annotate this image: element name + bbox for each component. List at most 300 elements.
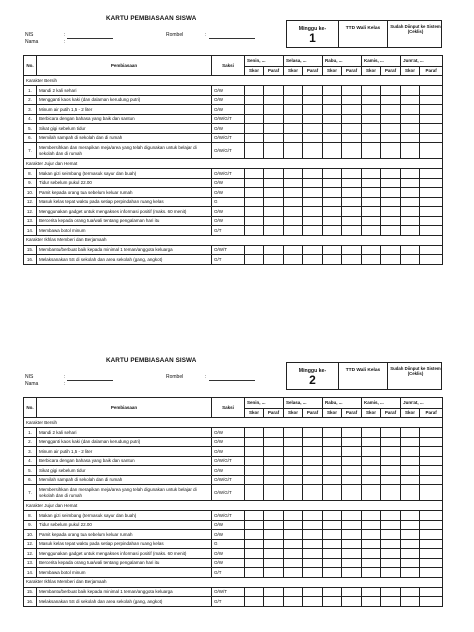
paraf-cell[interactable] bbox=[342, 447, 362, 457]
score-cell[interactable] bbox=[401, 95, 420, 105]
score-cell[interactable] bbox=[323, 255, 342, 265]
paraf-cell[interactable] bbox=[342, 178, 362, 188]
paraf-cell[interactable] bbox=[420, 124, 443, 134]
score-cell[interactable] bbox=[284, 124, 303, 134]
paraf-cell[interactable] bbox=[303, 597, 323, 607]
paraf-cell[interactable] bbox=[264, 245, 284, 255]
score-cell[interactable] bbox=[362, 105, 381, 115]
paraf-cell[interactable] bbox=[303, 568, 323, 578]
score-cell[interactable] bbox=[245, 475, 264, 485]
score-cell[interactable] bbox=[245, 437, 264, 447]
score-cell[interactable] bbox=[362, 587, 381, 597]
paraf-cell[interactable] bbox=[420, 216, 443, 226]
paraf-cell[interactable] bbox=[303, 207, 323, 217]
score-cell[interactable] bbox=[284, 86, 303, 96]
score-cell[interactable] bbox=[401, 447, 420, 457]
score-cell[interactable] bbox=[245, 530, 264, 540]
paraf-cell[interactable] bbox=[381, 95, 401, 105]
paraf-cell[interactable] bbox=[381, 105, 401, 115]
paraf-cell[interactable] bbox=[381, 114, 401, 124]
score-cell[interactable] bbox=[401, 437, 420, 447]
paraf-cell[interactable] bbox=[381, 188, 401, 198]
paraf-cell[interactable] bbox=[420, 485, 443, 501]
score-cell[interactable] bbox=[323, 197, 342, 207]
paraf-cell[interactable] bbox=[420, 226, 443, 236]
paraf-cell[interactable] bbox=[381, 124, 401, 134]
paraf-cell[interactable] bbox=[420, 197, 443, 207]
score-cell[interactable] bbox=[401, 124, 420, 134]
score-cell[interactable] bbox=[284, 197, 303, 207]
score-cell[interactable] bbox=[362, 178, 381, 188]
paraf-cell[interactable] bbox=[303, 255, 323, 265]
paraf-cell[interactable] bbox=[420, 178, 443, 188]
paraf-cell[interactable] bbox=[264, 133, 284, 143]
ttd-cell[interactable] bbox=[339, 21, 388, 47]
score-cell[interactable] bbox=[362, 124, 381, 134]
paraf-cell[interactable] bbox=[381, 597, 401, 607]
score-cell[interactable] bbox=[245, 143, 264, 159]
paraf-cell[interactable] bbox=[303, 178, 323, 188]
score-cell[interactable] bbox=[284, 539, 303, 549]
paraf-cell[interactable] bbox=[342, 530, 362, 540]
score-cell[interactable] bbox=[284, 245, 303, 255]
paraf-cell[interactable] bbox=[264, 428, 284, 438]
score-cell[interactable] bbox=[245, 485, 264, 501]
paraf-cell[interactable] bbox=[342, 95, 362, 105]
score-cell[interactable] bbox=[362, 245, 381, 255]
score-cell[interactable] bbox=[362, 114, 381, 124]
paraf-cell[interactable] bbox=[420, 475, 443, 485]
score-cell[interactable] bbox=[401, 539, 420, 549]
score-cell[interactable] bbox=[284, 216, 303, 226]
paraf-cell[interactable] bbox=[420, 188, 443, 198]
paraf-cell[interactable] bbox=[381, 466, 401, 476]
score-cell[interactable] bbox=[323, 216, 342, 226]
score-cell[interactable] bbox=[401, 520, 420, 530]
score-cell[interactable] bbox=[284, 447, 303, 457]
score-cell[interactable] bbox=[284, 143, 303, 159]
score-cell[interactable] bbox=[323, 587, 342, 597]
score-cell[interactable] bbox=[323, 207, 342, 217]
paraf-cell[interactable] bbox=[342, 558, 362, 568]
paraf-cell[interactable] bbox=[303, 95, 323, 105]
score-cell[interactable] bbox=[323, 597, 342, 607]
score-cell[interactable] bbox=[284, 475, 303, 485]
score-cell[interactable] bbox=[401, 255, 420, 265]
paraf-cell[interactable] bbox=[342, 245, 362, 255]
score-cell[interactable] bbox=[323, 169, 342, 179]
paraf-cell[interactable] bbox=[264, 197, 284, 207]
paraf-cell[interactable] bbox=[420, 456, 443, 466]
score-cell[interactable] bbox=[323, 568, 342, 578]
paraf-cell[interactable] bbox=[264, 466, 284, 476]
score-cell[interactable] bbox=[401, 133, 420, 143]
score-cell[interactable] bbox=[401, 178, 420, 188]
paraf-cell[interactable] bbox=[420, 437, 443, 447]
score-cell[interactable] bbox=[401, 568, 420, 578]
paraf-cell[interactable] bbox=[381, 558, 401, 568]
paraf-cell[interactable] bbox=[303, 216, 323, 226]
score-cell[interactable] bbox=[245, 558, 264, 568]
score-cell[interactable] bbox=[245, 597, 264, 607]
score-cell[interactable] bbox=[245, 114, 264, 124]
paraf-cell[interactable] bbox=[303, 447, 323, 457]
paraf-cell[interactable] bbox=[342, 456, 362, 466]
score-cell[interactable] bbox=[401, 216, 420, 226]
score-cell[interactable] bbox=[362, 568, 381, 578]
score-cell[interactable] bbox=[401, 587, 420, 597]
score-cell[interactable] bbox=[245, 568, 264, 578]
score-cell[interactable] bbox=[245, 105, 264, 115]
score-cell[interactable] bbox=[401, 105, 420, 115]
score-cell[interactable] bbox=[284, 549, 303, 559]
score-cell[interactable] bbox=[245, 169, 264, 179]
score-cell[interactable] bbox=[362, 597, 381, 607]
paraf-cell[interactable] bbox=[303, 539, 323, 549]
paraf-cell[interactable] bbox=[420, 539, 443, 549]
paraf-cell[interactable] bbox=[381, 530, 401, 540]
score-cell[interactable] bbox=[284, 178, 303, 188]
paraf-cell[interactable] bbox=[381, 178, 401, 188]
input-check-cell[interactable] bbox=[388, 21, 443, 47]
paraf-cell[interactable] bbox=[342, 207, 362, 217]
score-cell[interactable] bbox=[401, 428, 420, 438]
score-cell[interactable] bbox=[401, 226, 420, 236]
score-cell[interactable] bbox=[245, 216, 264, 226]
score-cell[interactable] bbox=[245, 133, 264, 143]
score-cell[interactable] bbox=[245, 587, 264, 597]
paraf-cell[interactable] bbox=[420, 133, 443, 143]
paraf-cell[interactable] bbox=[381, 485, 401, 501]
score-cell[interactable] bbox=[362, 530, 381, 540]
score-cell[interactable] bbox=[284, 466, 303, 476]
score-cell[interactable] bbox=[284, 226, 303, 236]
score-cell[interactable] bbox=[323, 143, 342, 159]
paraf-cell[interactable] bbox=[303, 511, 323, 521]
score-cell[interactable] bbox=[284, 133, 303, 143]
paraf-cell[interactable] bbox=[264, 207, 284, 217]
paraf-cell[interactable] bbox=[303, 197, 323, 207]
paraf-cell[interactable] bbox=[303, 530, 323, 540]
score-cell[interactable] bbox=[245, 207, 264, 217]
input-check-cell[interactable] bbox=[388, 363, 443, 389]
paraf-cell[interactable] bbox=[303, 485, 323, 501]
rombel-field[interactable] bbox=[209, 38, 255, 39]
score-cell[interactable] bbox=[323, 95, 342, 105]
score-cell[interactable] bbox=[323, 485, 342, 501]
score-cell[interactable] bbox=[401, 597, 420, 607]
paraf-cell[interactable] bbox=[264, 95, 284, 105]
paraf-cell[interactable] bbox=[420, 447, 443, 457]
score-cell[interactable] bbox=[362, 197, 381, 207]
score-cell[interactable] bbox=[401, 485, 420, 501]
score-cell[interactable] bbox=[362, 447, 381, 457]
paraf-cell[interactable] bbox=[303, 475, 323, 485]
score-cell[interactable] bbox=[284, 428, 303, 438]
score-cell[interactable] bbox=[323, 114, 342, 124]
score-cell[interactable] bbox=[323, 188, 342, 198]
paraf-cell[interactable] bbox=[420, 86, 443, 96]
score-cell[interactable] bbox=[284, 485, 303, 501]
score-cell[interactable] bbox=[284, 114, 303, 124]
score-cell[interactable] bbox=[284, 437, 303, 447]
score-cell[interactable] bbox=[323, 466, 342, 476]
paraf-cell[interactable] bbox=[381, 587, 401, 597]
score-cell[interactable] bbox=[401, 143, 420, 159]
paraf-cell[interactable] bbox=[381, 549, 401, 559]
paraf-cell[interactable] bbox=[342, 475, 362, 485]
paraf-cell[interactable] bbox=[264, 437, 284, 447]
paraf-cell[interactable] bbox=[264, 568, 284, 578]
paraf-cell[interactable] bbox=[303, 226, 323, 236]
score-cell[interactable] bbox=[245, 511, 264, 521]
score-cell[interactable] bbox=[284, 568, 303, 578]
score-cell[interactable] bbox=[323, 539, 342, 549]
paraf-cell[interactable] bbox=[303, 437, 323, 447]
score-cell[interactable] bbox=[362, 456, 381, 466]
nis-field[interactable] bbox=[67, 380, 113, 381]
score-cell[interactable] bbox=[245, 226, 264, 236]
paraf-cell[interactable] bbox=[342, 226, 362, 236]
paraf-cell[interactable] bbox=[303, 86, 323, 96]
score-cell[interactable] bbox=[362, 169, 381, 179]
paraf-cell[interactable] bbox=[420, 143, 443, 159]
paraf-cell[interactable] bbox=[264, 124, 284, 134]
score-cell[interactable] bbox=[245, 428, 264, 438]
score-cell[interactable] bbox=[284, 188, 303, 198]
score-cell[interactable] bbox=[362, 466, 381, 476]
score-cell[interactable] bbox=[401, 475, 420, 485]
paraf-cell[interactable] bbox=[420, 95, 443, 105]
paraf-cell[interactable] bbox=[420, 169, 443, 179]
score-cell[interactable] bbox=[323, 437, 342, 447]
paraf-cell[interactable] bbox=[303, 114, 323, 124]
paraf-cell[interactable] bbox=[420, 520, 443, 530]
paraf-cell[interactable] bbox=[342, 114, 362, 124]
score-cell[interactable] bbox=[284, 558, 303, 568]
score-cell[interactable] bbox=[401, 114, 420, 124]
score-cell[interactable] bbox=[284, 587, 303, 597]
paraf-cell[interactable] bbox=[381, 143, 401, 159]
paraf-cell[interactable] bbox=[303, 558, 323, 568]
score-cell[interactable] bbox=[362, 207, 381, 217]
score-cell[interactable] bbox=[323, 511, 342, 521]
paraf-cell[interactable] bbox=[420, 207, 443, 217]
paraf-cell[interactable] bbox=[264, 114, 284, 124]
paraf-cell[interactable] bbox=[342, 428, 362, 438]
paraf-cell[interactable] bbox=[342, 568, 362, 578]
paraf-cell[interactable] bbox=[303, 520, 323, 530]
score-cell[interactable] bbox=[401, 558, 420, 568]
paraf-cell[interactable] bbox=[264, 597, 284, 607]
paraf-cell[interactable] bbox=[342, 255, 362, 265]
paraf-cell[interactable] bbox=[381, 255, 401, 265]
paraf-cell[interactable] bbox=[342, 124, 362, 134]
score-cell[interactable] bbox=[362, 558, 381, 568]
score-cell[interactable] bbox=[245, 178, 264, 188]
paraf-cell[interactable] bbox=[342, 520, 362, 530]
paraf-cell[interactable] bbox=[420, 245, 443, 255]
paraf-cell[interactable] bbox=[342, 511, 362, 521]
score-cell[interactable] bbox=[284, 520, 303, 530]
paraf-cell[interactable] bbox=[303, 133, 323, 143]
paraf-cell[interactable] bbox=[342, 485, 362, 501]
paraf-cell[interactable] bbox=[381, 245, 401, 255]
paraf-cell[interactable] bbox=[303, 456, 323, 466]
paraf-cell[interactable] bbox=[381, 447, 401, 457]
nis-field[interactable] bbox=[67, 38, 113, 39]
paraf-cell[interactable] bbox=[264, 520, 284, 530]
paraf-cell[interactable] bbox=[342, 216, 362, 226]
paraf-cell[interactable] bbox=[420, 597, 443, 607]
score-cell[interactable] bbox=[284, 530, 303, 540]
score-cell[interactable] bbox=[284, 255, 303, 265]
paraf-cell[interactable] bbox=[381, 169, 401, 179]
score-cell[interactable] bbox=[362, 539, 381, 549]
paraf-cell[interactable] bbox=[420, 114, 443, 124]
paraf-cell[interactable] bbox=[264, 169, 284, 179]
score-cell[interactable] bbox=[323, 226, 342, 236]
score-cell[interactable] bbox=[284, 456, 303, 466]
paraf-cell[interactable] bbox=[264, 447, 284, 457]
score-cell[interactable] bbox=[401, 530, 420, 540]
paraf-cell[interactable] bbox=[420, 587, 443, 597]
score-cell[interactable] bbox=[401, 197, 420, 207]
paraf-cell[interactable] bbox=[303, 124, 323, 134]
score-cell[interactable] bbox=[323, 124, 342, 134]
paraf-cell[interactable] bbox=[420, 105, 443, 115]
paraf-cell[interactable] bbox=[264, 485, 284, 501]
paraf-cell[interactable] bbox=[420, 428, 443, 438]
score-cell[interactable] bbox=[245, 539, 264, 549]
score-cell[interactable] bbox=[362, 226, 381, 236]
paraf-cell[interactable] bbox=[264, 255, 284, 265]
paraf-cell[interactable] bbox=[381, 428, 401, 438]
paraf-cell[interactable] bbox=[381, 207, 401, 217]
score-cell[interactable] bbox=[362, 520, 381, 530]
paraf-cell[interactable] bbox=[342, 587, 362, 597]
score-cell[interactable] bbox=[245, 447, 264, 457]
score-cell[interactable] bbox=[323, 475, 342, 485]
score-cell[interactable] bbox=[245, 197, 264, 207]
score-cell[interactable] bbox=[245, 549, 264, 559]
score-cell[interactable] bbox=[284, 207, 303, 217]
paraf-cell[interactable] bbox=[381, 456, 401, 466]
score-cell[interactable] bbox=[362, 428, 381, 438]
score-cell[interactable] bbox=[401, 169, 420, 179]
score-cell[interactable] bbox=[245, 255, 264, 265]
paraf-cell[interactable] bbox=[264, 143, 284, 159]
score-cell[interactable] bbox=[245, 245, 264, 255]
paraf-cell[interactable] bbox=[381, 511, 401, 521]
paraf-cell[interactable] bbox=[381, 437, 401, 447]
score-cell[interactable] bbox=[362, 475, 381, 485]
score-cell[interactable] bbox=[245, 95, 264, 105]
rombel-field[interactable] bbox=[209, 380, 255, 381]
score-cell[interactable] bbox=[401, 86, 420, 96]
paraf-cell[interactable] bbox=[420, 466, 443, 476]
score-cell[interactable] bbox=[284, 95, 303, 105]
paraf-cell[interactable] bbox=[303, 245, 323, 255]
paraf-cell[interactable] bbox=[303, 169, 323, 179]
paraf-cell[interactable] bbox=[264, 216, 284, 226]
score-cell[interactable] bbox=[284, 169, 303, 179]
score-cell[interactable] bbox=[401, 245, 420, 255]
score-cell[interactable] bbox=[362, 216, 381, 226]
score-cell[interactable] bbox=[323, 447, 342, 457]
score-cell[interactable] bbox=[245, 520, 264, 530]
paraf-cell[interactable] bbox=[381, 568, 401, 578]
paraf-cell[interactable] bbox=[264, 511, 284, 521]
paraf-cell[interactable] bbox=[342, 466, 362, 476]
score-cell[interactable] bbox=[401, 207, 420, 217]
paraf-cell[interactable] bbox=[381, 133, 401, 143]
paraf-cell[interactable] bbox=[381, 520, 401, 530]
paraf-cell[interactable] bbox=[303, 549, 323, 559]
paraf-cell[interactable] bbox=[342, 86, 362, 96]
score-cell[interactable] bbox=[323, 245, 342, 255]
score-cell[interactable] bbox=[284, 597, 303, 607]
paraf-cell[interactable] bbox=[264, 178, 284, 188]
paraf-cell[interactable] bbox=[264, 475, 284, 485]
score-cell[interactable] bbox=[362, 485, 381, 501]
paraf-cell[interactable] bbox=[303, 428, 323, 438]
paraf-cell[interactable] bbox=[264, 587, 284, 597]
paraf-cell[interactable] bbox=[342, 539, 362, 549]
paraf-cell[interactable] bbox=[420, 530, 443, 540]
score-cell[interactable] bbox=[401, 456, 420, 466]
score-cell[interactable] bbox=[362, 255, 381, 265]
score-cell[interactable] bbox=[245, 466, 264, 476]
score-cell[interactable] bbox=[362, 95, 381, 105]
paraf-cell[interactable] bbox=[303, 188, 323, 198]
paraf-cell[interactable] bbox=[381, 197, 401, 207]
score-cell[interactable] bbox=[323, 520, 342, 530]
paraf-cell[interactable] bbox=[264, 456, 284, 466]
score-cell[interactable] bbox=[284, 105, 303, 115]
score-cell[interactable] bbox=[362, 133, 381, 143]
paraf-cell[interactable] bbox=[381, 539, 401, 549]
score-cell[interactable] bbox=[323, 456, 342, 466]
paraf-cell[interactable] bbox=[264, 530, 284, 540]
paraf-cell[interactable] bbox=[420, 255, 443, 265]
score-cell[interactable] bbox=[362, 86, 381, 96]
paraf-cell[interactable] bbox=[381, 475, 401, 485]
score-cell[interactable] bbox=[323, 558, 342, 568]
paraf-cell[interactable] bbox=[381, 86, 401, 96]
score-cell[interactable] bbox=[284, 511, 303, 521]
paraf-cell[interactable] bbox=[342, 143, 362, 159]
paraf-cell[interactable] bbox=[264, 226, 284, 236]
paraf-cell[interactable] bbox=[342, 133, 362, 143]
paraf-cell[interactable] bbox=[420, 568, 443, 578]
score-cell[interactable] bbox=[323, 549, 342, 559]
score-cell[interactable] bbox=[323, 105, 342, 115]
paraf-cell[interactable] bbox=[342, 105, 362, 115]
score-cell[interactable] bbox=[323, 86, 342, 96]
paraf-cell[interactable] bbox=[264, 539, 284, 549]
paraf-cell[interactable] bbox=[303, 143, 323, 159]
score-cell[interactable] bbox=[362, 437, 381, 447]
score-cell[interactable] bbox=[245, 456, 264, 466]
score-cell[interactable] bbox=[245, 188, 264, 198]
score-cell[interactable] bbox=[401, 549, 420, 559]
score-cell[interactable] bbox=[323, 428, 342, 438]
paraf-cell[interactable] bbox=[303, 105, 323, 115]
paraf-cell[interactable] bbox=[342, 549, 362, 559]
paraf-cell[interactable] bbox=[342, 188, 362, 198]
paraf-cell[interactable] bbox=[342, 597, 362, 607]
